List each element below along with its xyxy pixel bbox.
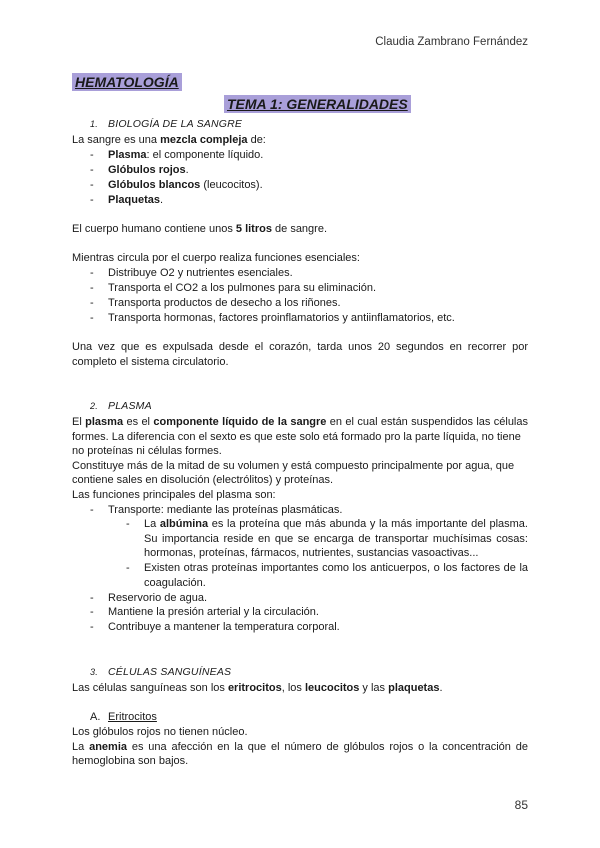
section-3-heading: 3. CÉLULAS SANGUÍNEAS [90, 666, 232, 678]
section-2-heading: 2. PLASMA [90, 400, 152, 412]
section-1-heading: 1. BIOLOGÍA DE LA SANGRE [90, 118, 243, 130]
s1-circulation-2: completo el sistema circulatorio. [72, 356, 229, 368]
s1-circulation-1: Una vez que es expulsada desde el corazón, tarda unos 20 segundos en recorrer por [72, 341, 528, 353]
subsection-a-heading: A. Eritrocitos [90, 711, 157, 723]
s2-p1-line2: formes. La diferencia con el sexto es que este solo etá formado pro la parte líquida, no tiene [72, 431, 521, 443]
s1-volume: El cuerpo humano contiene unos 5 litros de sangre. [72, 223, 328, 235]
s3-anemia-line2: hemoglobina son bajos. [72, 755, 189, 767]
s1-intro: La sangre es una mezcla compleja de: [72, 134, 266, 146]
sub-list-item: - La albúmina es la proteína que más abunda y la más importante del plasma. Su importancia reside en que se encarga de transportar muchísimas cosas: hormonas, proteínas, fármacos, nutrientes, sustancias vasoactivas... [126, 518, 528, 559]
page-number: 85 [514, 798, 528, 812]
s2-p2-line2: contiene sales en disolución (electrólitos) y proteínas. [72, 474, 334, 486]
s3-no-nucleus: Los glóbulos rojos no tienen núcleo. [72, 726, 248, 738]
s2-p1-line3: no proteínas ni células formes. [72, 445, 222, 457]
s3-anemia-line1: La anemia es una afección en la que el número de glóbulos rojos o la concentración de [72, 741, 528, 753]
page-title: HEMATOLOGÍA [72, 74, 182, 90]
header-author: Claudia Zambrano Fernández [375, 36, 528, 48]
sub-list-item: - Existen otras proteínas importantes como los anticuerpos, o los factores de la coagulación. [126, 562, 528, 589]
s2-p3: Las funciones principales del plasma son: [72, 489, 276, 501]
page-subtitle: TEMA 1: GENERALIDADES [224, 96, 411, 112]
s1-functions-intro: Mientras circula por el cuerpo realiza funciones esenciales: [72, 252, 360, 264]
s3-intro: Las células sanguíneas son los eritrocitos, los leucocitos y las plaquetas. [72, 682, 443, 694]
s2-p1-line1: El plasma es el componente líquido de la sangre en el cual están suspendidos las células [72, 416, 528, 428]
s2-p2-line1: Constituye más de la mitad de su volumen y está compuesto principalmente por agua, que [72, 460, 515, 472]
